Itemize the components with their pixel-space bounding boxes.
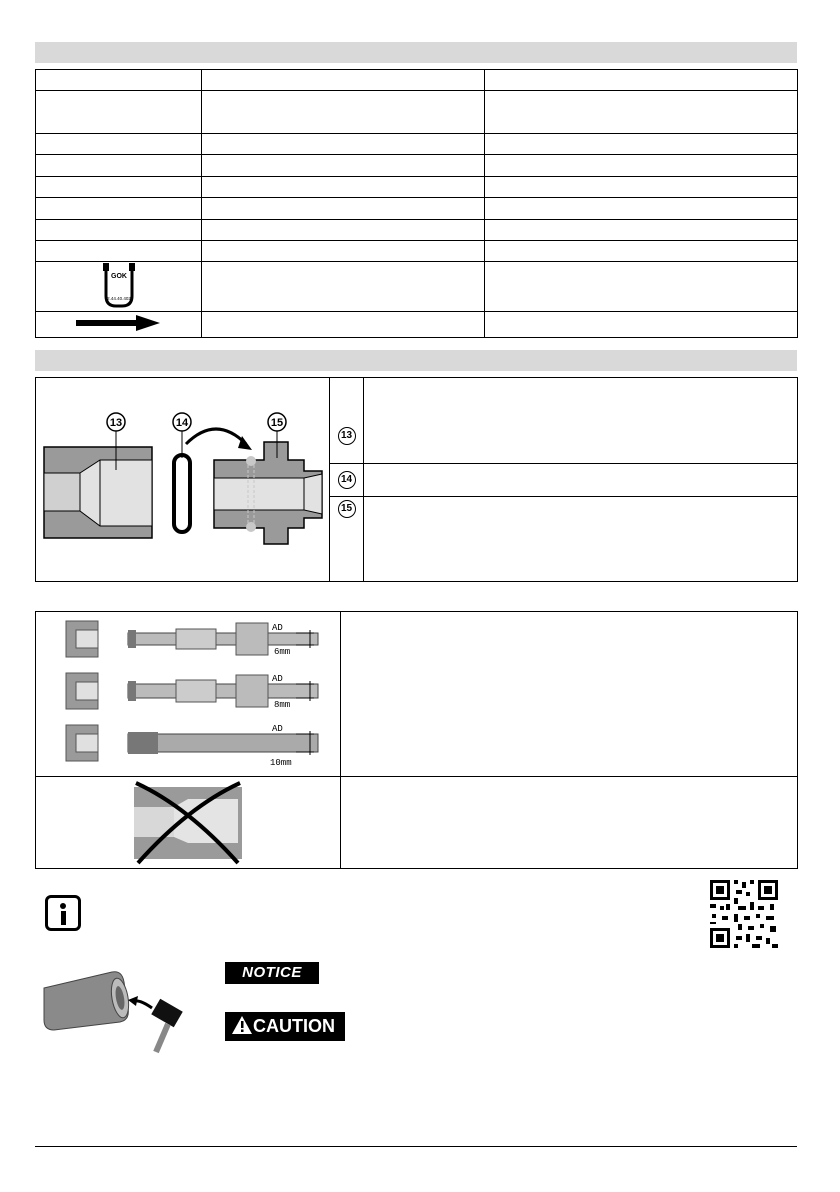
pipe-sizes-cell [36,612,341,777]
caution-badge [225,1012,345,1041]
table-row [36,70,798,91]
table-row [36,198,798,220]
clamp-cell [36,262,202,312]
part-number-14: 14 [338,471,356,489]
pipe-size-10: 10mm [270,758,292,768]
table-row [36,155,798,177]
fitting-clamp-icon [89,262,149,308]
clamp-code-text: 2.44.40.402 [106,296,131,301]
part-number-15: 15 [338,500,356,518]
clamp-brand-text: GOK [110,273,127,280]
table-row [36,91,798,134]
part-number-15-cell [330,496,364,581]
qr-code-icon [708,878,780,950]
pipe-size-8: 8mm [274,700,291,710]
callout-13: 13 [109,417,123,429]
warning-triangle-icon [231,1015,253,1035]
part-number-13: 13 [338,427,356,445]
section-header-1 [35,42,797,63]
arrow-cell [36,312,202,338]
parts-illustration-cell [36,378,330,582]
table-row [36,177,798,198]
ad-label: AD [272,724,283,734]
callout-15: 15 [270,417,284,429]
info-icon [45,895,81,931]
table-row [36,220,798,241]
caution-label: CAUTION [253,1016,335,1036]
parts-table [35,377,798,582]
footer-rule [35,1146,797,1147]
part-number-14-cell [330,464,364,496]
table-row [36,241,798,262]
section-header-2 [35,350,797,371]
ad-label: AD [272,674,283,684]
ad-label: AD [272,623,283,633]
notice-badge: NOTICE [225,962,319,984]
symbols-table [35,69,798,338]
callout-14: 14 [175,417,189,429]
part-number-13-cell [330,378,364,464]
wrong-install-cell [36,777,341,869]
parts-illustration [36,378,330,581]
pipe-sizes-illustration [36,612,341,776]
table-row [36,312,798,338]
table-row [36,262,798,312]
wrong-install-illustration [128,777,248,865]
hammer-tool-illustration [42,968,202,1054]
table-row [36,134,798,155]
pipe-size-6: 6mm [274,647,291,657]
arrow-right-icon [74,314,164,332]
pipes-table [35,611,798,869]
